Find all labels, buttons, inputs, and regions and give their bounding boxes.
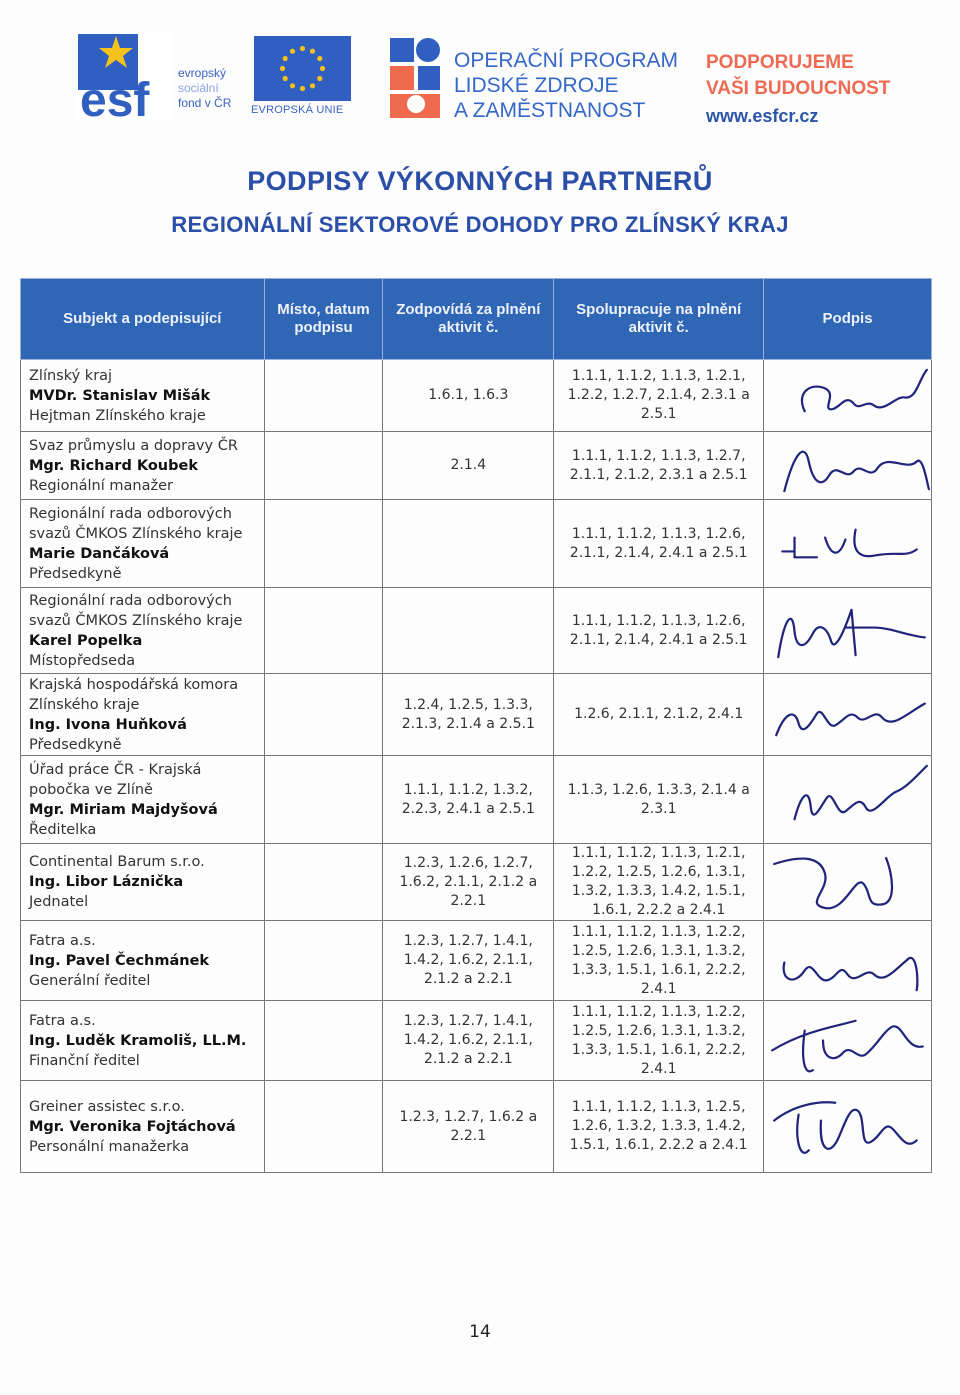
cell-signature <box>764 921 932 1001</box>
signatory-name: Ing. Ivona Huňková <box>29 716 187 733</box>
handwritten-signature-icon <box>764 674 931 755</box>
op-program-icon <box>386 36 444 120</box>
op-line3: A ZAMĚSTNANOST <box>454 99 646 122</box>
website-link[interactable]: www.esfcr.cz <box>706 106 819 126</box>
cell-place-date <box>264 1081 383 1173</box>
table-row <box>21 921 932 1001</box>
cell-signature <box>764 1081 932 1173</box>
table-header-row <box>21 279 932 360</box>
esf-caption-line3: fond v ČR <box>178 96 232 110</box>
handwritten-signature-icon <box>764 1081 931 1172</box>
signatory-name: Ing. Pavel Čechmánek <box>29 952 210 969</box>
esf-caption <box>178 66 231 111</box>
cell-signature <box>764 1001 932 1081</box>
cell-subject <box>21 844 265 921</box>
signatory-position: Předsedkyně <box>29 565 122 582</box>
signatory-position: Jednatel <box>29 894 89 910</box>
header-responsible: Zodpovídá za plnění aktivit č. <box>383 279 554 360</box>
eu-star-icon <box>310 83 315 88</box>
table-row <box>21 1001 932 1081</box>
handwritten-signature-icon <box>764 921 931 1000</box>
organization-name: Fatra a.s. <box>29 932 96 949</box>
cell-cooperates: 1.1.1, 1.1.2, 1.1.3, 1.2.6, 2.1.1, 2.1.4, 2.4.1 a 2.5.1 <box>554 588 764 674</box>
cell-responsible: 1.2.3, 1.2.7, 1.6.2 a 2.2.1 <box>383 1081 554 1173</box>
cell-signature <box>764 674 932 756</box>
handwritten-signature-icon <box>764 588 931 673</box>
header-signature: Podpis <box>764 279 932 360</box>
cell-responsible: 1.6.1, 1.6.3 <box>383 360 554 432</box>
cell-cooperates: 1.1.1, 1.1.2, 1.1.3, 1.2.7, 2.1.1, 2.1.2, 2.3.1 a 2.5.1 <box>554 432 764 500</box>
cell-cooperates: 1.1.1, 1.1.2, 1.1.3, 1.2.1, 1.2.2, 1.2.5, 1.2.6, 1.3.1, 1.3.2, 1.3.3, 1.4.2, 1.5.1, 1.6.1, 2.2.2 a 2.4.1 <box>554 844 764 921</box>
logo-bar <box>0 0 960 150</box>
page-title: PODPISY VÝKONNÝCH PARTNERŮ <box>247 166 713 196</box>
table-row <box>21 500 932 588</box>
cell-subject <box>21 500 265 588</box>
organization-name: Continental Barum s.r.o. <box>29 854 205 870</box>
signatory-position: Generální ředitel <box>29 972 151 989</box>
header-subject: Subjekt a podepisující <box>21 279 265 360</box>
eu-star-icon <box>317 56 322 61</box>
eu-star-icon <box>310 49 315 54</box>
eu-star-icon <box>317 76 322 81</box>
op-program-title <box>454 48 678 123</box>
eu-star-icon <box>300 86 305 91</box>
cell-subject <box>21 360 265 432</box>
cell-signature <box>764 844 932 921</box>
cell-subject <box>21 1001 265 1081</box>
cell-subject <box>21 1081 265 1173</box>
table-row <box>21 588 932 674</box>
header-cooperates: Spolupracuje na plnění aktivit č. <box>554 279 764 360</box>
cell-subject <box>21 588 265 674</box>
organization-name: Greiner assistec s.r.o. <box>29 1098 185 1115</box>
op-line1: OPERAČNÍ PROGRAM <box>454 49 679 72</box>
cell-signature <box>764 588 932 674</box>
organization-name: Regionální rada odborových svazů ČMKOS Zlínského kraje <box>29 505 243 542</box>
esf-caption-line2: sociální <box>178 81 219 95</box>
slogan <box>706 50 890 102</box>
signatory-position: Místopředseda <box>29 652 136 669</box>
page-subtitle: REGIONÁLNÍ SEKTOROVÉ DOHODY PRO ZLÍNSKÝ KRAJ <box>171 212 789 237</box>
cell-cooperates: 1.1.1, 1.1.2, 1.1.3, 1.2.2, 1.2.5, 1.2.6, 1.3.1, 1.3.2, 1.3.3, 1.5.1, 1.6.1, 2.2.2, 2.4.1 <box>554 1001 764 1081</box>
table-row <box>21 360 932 432</box>
cell-place-date <box>264 674 383 756</box>
cell-responsible: 1.2.3, 1.2.7, 1.4.1, 1.4.2, 1.6.2, 2.1.1, 2.1.2 a 2.2.1 <box>383 1001 554 1081</box>
cell-responsible <box>383 500 554 588</box>
eu-star-icon <box>283 76 288 81</box>
cell-cooperates: 1.1.3, 1.2.6, 1.3.3, 2.1.4 a 2.3.1 <box>554 756 764 844</box>
cell-cooperates: 1.1.1, 1.1.2, 1.1.3, 1.2.6, 2.1.1, 2.1.4, 2.4.1 a 2.5.1 <box>554 500 764 588</box>
cell-responsible: 1.2.3, 1.2.7, 1.4.1, 1.4.2, 1.6.2, 2.1.1, 2.1.2 a 2.2.1 <box>383 921 554 1001</box>
eu-star-icon <box>283 56 288 61</box>
cell-place-date <box>264 500 383 588</box>
esf-logo-icon <box>76 32 172 120</box>
esf-caption-line1: evropský <box>178 66 227 80</box>
cell-responsible: 1.1.1, 1.1.2, 1.3.2, 2.2.3, 2.4.1 a 2.5.1 <box>383 756 554 844</box>
cell-cooperates: 1.1.1, 1.1.2, 1.1.3, 1.2.2, 1.2.5, 1.2.6, 1.3.1, 1.3.2, 1.3.3, 1.5.1, 1.6.1, 2.2.2, 2.4.1 <box>554 921 764 1001</box>
cell-signature <box>764 756 932 844</box>
cell-place-date <box>264 588 383 674</box>
eu-star-icon <box>300 46 305 51</box>
signatory-name: MVDr. Stanislav Mišák <box>29 387 211 404</box>
cell-responsible <box>383 588 554 674</box>
cell-place-date <box>264 1001 383 1081</box>
signatory-position: Ředitelka <box>29 821 97 838</box>
cell-place-date <box>264 921 383 1001</box>
eu-star-icon <box>290 83 295 88</box>
table-row <box>21 756 932 844</box>
organization-name: Fatra a.s. <box>29 1012 96 1029</box>
handwritten-signature-icon <box>764 756 931 843</box>
signatory-name: Karel Popelka <box>29 632 143 649</box>
handwritten-signature-icon <box>764 360 931 431</box>
cell-subject <box>21 432 265 500</box>
signatory-name: Mgr. Veronika Fojtáchová <box>29 1118 236 1135</box>
eu-caption: EVROPSKÁ UNIE <box>251 104 344 116</box>
eu-star-icon <box>290 49 295 54</box>
signatory-name: Ing. Libor Láznička <box>29 874 184 890</box>
organization-name: Regionální rada odborových svazů ČMKOS Zlínského kraje <box>29 592 243 629</box>
signatory-name: Mgr. Richard Koubek <box>29 457 198 474</box>
cell-place-date <box>264 844 383 921</box>
cell-responsible: 2.1.4 <box>383 432 554 500</box>
cell-signature <box>764 500 932 588</box>
signatory-position: Hejtman Zlínského kraje <box>29 407 206 424</box>
signatory-name: Mgr. Miriam Majdyšová <box>29 801 218 818</box>
svg-text:esf: esf <box>80 74 150 120</box>
header-place: Místo, datum podpisu <box>264 279 383 360</box>
eu-star-icon <box>280 66 285 71</box>
table-row <box>21 844 932 921</box>
cell-place-date <box>264 360 383 432</box>
cell-cooperates: 1.2.6, 2.1.1, 2.1.2, 2.4.1 <box>554 674 764 756</box>
cell-subject <box>21 921 265 1001</box>
table-row <box>21 432 932 500</box>
slogan-line2: VAŠI BUDOUCNOST <box>706 78 891 99</box>
cell-subject <box>21 756 265 844</box>
slogan-line1: PODPORUJEME <box>706 52 854 73</box>
cell-signature <box>764 432 932 500</box>
signatory-name: Ing. Luděk Kramoliš, LL.M. <box>29 1032 247 1049</box>
table-row <box>21 674 932 756</box>
signatory-position: Finanční ředitel <box>29 1052 140 1069</box>
eu-star-icon <box>320 66 325 71</box>
signatures-table <box>20 278 932 1173</box>
handwritten-signature-icon <box>764 500 931 587</box>
handwritten-signature-icon <box>764 432 931 499</box>
eu-flag-icon <box>254 36 351 101</box>
signatory-position: Personální manažerka <box>29 1138 190 1155</box>
organization-name: Svaz průmyslu a dopravy ČR <box>29 437 238 454</box>
signatory-position: Regionální manažer <box>29 477 173 494</box>
cell-cooperates: 1.1.1, 1.1.2, 1.1.3, 1.2.5, 1.2.6, 1.3.2, 1.3.3, 1.4.2, 1.5.1, 1.6.1, 2.2.2 a 2.4.1 <box>554 1081 764 1173</box>
op-line2: LIDSKÉ ZDROJE <box>454 74 619 97</box>
organization-name: Úřad práce ČR - Krajská pobočka ve Zlíně <box>29 761 202 798</box>
handwritten-signature-icon <box>764 1001 931 1080</box>
cell-signature <box>764 360 932 432</box>
cell-subject <box>21 674 265 756</box>
table-row <box>21 1081 932 1173</box>
handwritten-signature-icon <box>764 844 931 920</box>
cell-place-date <box>264 432 383 500</box>
cell-responsible: 1.2.4, 1.2.5, 1.3.3, 2.1.3, 2.1.4 a 2.5.1 <box>383 674 554 756</box>
signatory-name: Marie Dančáková <box>29 545 170 562</box>
page-number: 14 <box>469 1322 491 1342</box>
organization-name: Zlínský kraj <box>29 367 113 384</box>
signatory-position: Předsedkyně <box>29 736 122 753</box>
cell-place-date <box>264 756 383 844</box>
cell-responsible: 1.2.3, 1.2.6, 1.2.7, 1.6.2, 2.1.1, 2.1.2 a 2.2.1 <box>383 844 554 921</box>
organization-name: Krajská hospodářská komora Zlínského kraje <box>29 676 239 713</box>
cell-cooperates: 1.1.1, 1.1.2, 1.1.3, 1.2.1, 1.2.2, 1.2.7, 2.1.4, 2.3.1 a 2.5.1 <box>554 360 764 432</box>
